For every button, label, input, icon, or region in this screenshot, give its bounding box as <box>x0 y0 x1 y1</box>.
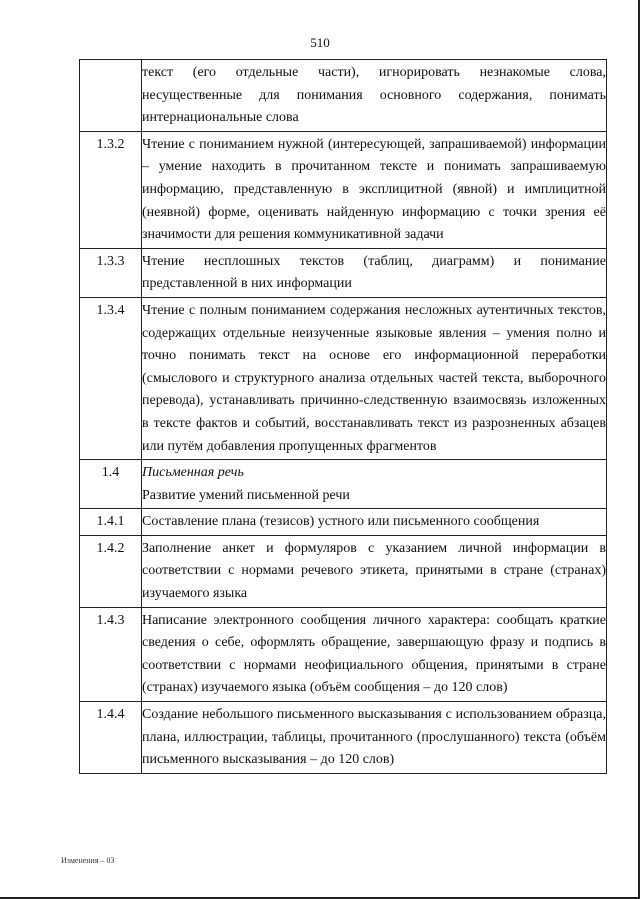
table-row <box>80 248 607 297</box>
section-heading: Письменная речь <box>142 465 244 481</box>
page-number: 510 <box>310 35 330 50</box>
row-text: Создание небольшого письменного высказывания с использованием образца, плана, иллюстрации, таблицы, прочитанного (прослушанного) текста (объём письменного высказывания – до 120 слов) <box>142 702 607 774</box>
row-number: 1.4.1 <box>80 509 142 536</box>
row-text: Чтение с полным пониманием содержания несложных аутентичных текстов, содержащих отдельные неизученные языковые явления – умения полно и точно понимать текст на основе его информационной переработки (смыслового и структурного анализа отдельных частей текста, выборочного перевода), устанавливать причинно-следственную взаимосвязь изложенных в тексте фактов и событий, восстанавливать текст из разрозненных абзацев или путём добавления пропущенных фрагментов <box>142 297 607 459</box>
table-row <box>80 297 607 459</box>
table-row <box>80 460 607 509</box>
row-text: Чтение с пониманием нужной (интересующей, запрашиваемой) информации – умение находить в прочитанном тексте и понимать запрашиваемую информацию, представленную в эксплицитной (явной) и имплицитной (неявной) форме, оценивать найденную информацию с точки зрения её значимости для решения коммуникативной задачи <box>142 131 607 248</box>
row-number: 1.3.2 <box>80 131 142 248</box>
table-row <box>80 60 607 132</box>
row-text-section <box>142 460 607 509</box>
table-row <box>80 535 607 607</box>
row-text: Написание электронного сообщения личного характера: сообщать краткие сведения о себе, оформлять обращение, завершающую фразу и подпись в соответствии с нормами неофициального общения, принятыми в стране (странах) изучаемого языка (объём сообщения – до 120 слов) <box>142 607 607 701</box>
row-text: Составление плана (тезисов) устного или письменного сообщения <box>142 509 607 536</box>
row-number: 1.4.4 <box>80 702 142 774</box>
row-number: 1.4.2 <box>80 535 142 607</box>
row-number: 1.4.3 <box>80 607 142 701</box>
table-row <box>80 509 607 536</box>
row-number <box>80 60 142 132</box>
table-row <box>80 607 607 701</box>
content-table <box>79 59 607 774</box>
table-row <box>80 702 607 774</box>
section-subheading: Развитие умений письменной речи <box>142 487 350 503</box>
row-number: 1.3.4 <box>80 297 142 459</box>
row-number: 1.4 <box>80 460 142 509</box>
footer-revision-note: Изменения – 03 <box>61 856 115 865</box>
row-text: Заполнение анкет и формуляров с указанием личной информации в соответствии с нормами речевого этикета, принятыми в стране (странах) изучаемого языка <box>142 535 607 607</box>
table-row <box>80 131 607 248</box>
row-text: текст (его отдельные части), игнорировать незнакомые слова, несущественные для понимания основного содержания, понимать интернациональные слова <box>142 60 607 132</box>
row-number: 1.3.3 <box>80 248 142 297</box>
row-text: Чтение несплошных текстов (таблиц, диаграмм) и понимание представленной в них информации <box>142 248 607 297</box>
